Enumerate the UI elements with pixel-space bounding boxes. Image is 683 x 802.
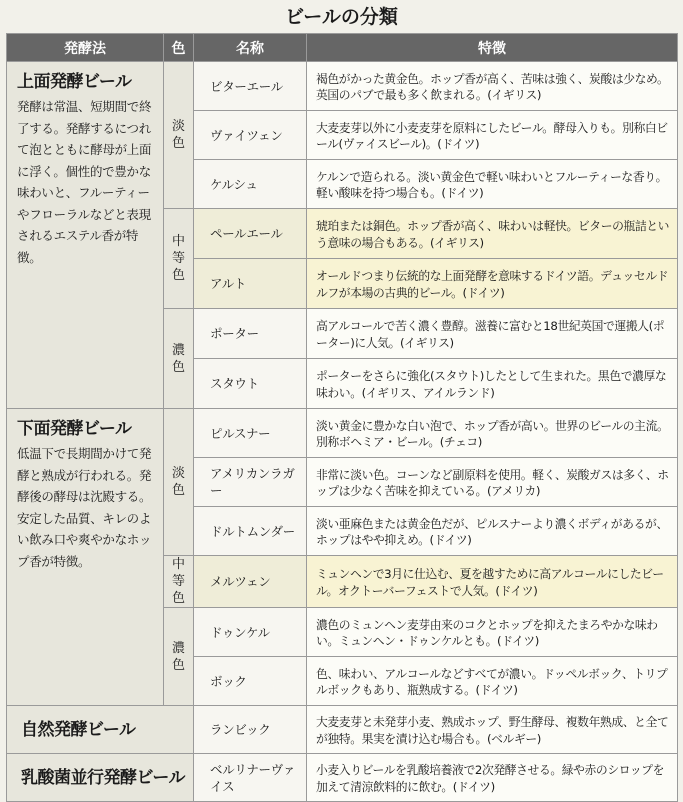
beer-name: ベルリナーヴァイス xyxy=(194,754,307,802)
beer-feature: ポーターをさらに強化(スタウト)したとして生まれた。黒色で濃厚な味わい。(イギリス、アイルランド) xyxy=(307,359,678,409)
top-fermentation-desc: 発酵は常温、短期間で終了する。発酵するにつれて泡とともに酵母が上面に浮く。個性的で豊かな味わいと、フルーティーやフローラルなどと表現されるエステル香が特徴。 xyxy=(17,99,152,265)
color-dark: 濃色 xyxy=(164,309,194,409)
header-color: 色 xyxy=(164,34,194,62)
color-pale: 淡色 xyxy=(164,409,194,556)
color-pale: 淡色 xyxy=(164,62,194,209)
color-dark: 濃色 xyxy=(164,608,194,706)
beer-name: ドルトムンダー xyxy=(194,507,307,556)
natural-fermentation-name: 自然発酵ビール xyxy=(21,719,136,740)
bottom-fermentation-name: 下面発酵ビール xyxy=(17,419,132,439)
beer-feature: 琥珀または銅色。ホップ香が高く、味わいは軽快。ビターの瓶詰という意味の場合もある。(イギリス) xyxy=(307,209,678,259)
beer-feature: 非常に淡い色。コーンなど副原料を使用。軽く、炭酸ガスは多く、ホップは少なく苦味を抑えている。(アメリカ) xyxy=(307,458,678,507)
beer-name: メルツェン xyxy=(194,556,307,608)
header-method: 発酵法 xyxy=(7,34,164,62)
table-row xyxy=(7,409,678,458)
header-feature: 特徴 xyxy=(307,34,678,62)
natural-fermentation-cell xyxy=(7,706,194,754)
beer-feature: オールドつまり伝統的な上面発酵を意味するドイツ語。デュッセルドルフが本場の古典的ビール。(ドイツ) xyxy=(307,259,678,309)
header-name: 名称 xyxy=(194,34,307,62)
beer-name: ケルシュ xyxy=(194,160,307,209)
beer-name: ヴァイツェン xyxy=(194,111,307,160)
beer-feature: ケルンで造られる。淡い黄金色で軽い味わいとフルーティーな香り。軽い酸味を持つ場合も。(ドイツ) xyxy=(307,160,678,209)
bottom-fermentation-cell xyxy=(7,409,164,706)
lactic-fermentation-name: 乳酸菌並行発酵ビール xyxy=(21,767,185,788)
color-medium: 中等色 xyxy=(164,209,194,309)
table-row xyxy=(7,706,678,754)
table-row xyxy=(7,62,678,111)
beer-feature: 色、味わい、アルコールなどすべてが濃い。ドッペルボック、トリプルボックもあり、瓶熟成する。(ドイツ) xyxy=(307,657,678,706)
lactic-fermentation-cell xyxy=(7,754,194,802)
beer-feature: 大麦麦芽以外に小麦麦芽を原料にしたビール。酵母入りも。別称白ビール(ヴァイスビール)。(ドイツ) xyxy=(307,111,678,160)
beer-feature: 淡い亜麻色または黄金色だが、ピルスナーより濃くボディがあるが、ホップはやや抑えめ。(ドイツ) xyxy=(307,507,678,556)
top-fermentation-name: 上面発酵ビール xyxy=(17,72,132,92)
beer-name: ボック xyxy=(194,657,307,706)
beer-classification-table xyxy=(6,33,678,802)
beer-name: ドゥンケル xyxy=(194,608,307,657)
beer-name: アメリカンラガー xyxy=(194,458,307,507)
beer-name: ポーター xyxy=(194,309,307,359)
top-fermentation-cell xyxy=(7,62,164,409)
table-row xyxy=(7,754,678,802)
header-row xyxy=(7,34,678,62)
beer-feature: 高アルコールで苦く濃く豊醇。滋養に富むと18世紀英国で運搬人(ポーター)に人気。(イギリス) xyxy=(307,309,678,359)
beer-feature: 濃色のミュンヘン麦芽由来のコクとホップを抑えたまろやかな味わい。ミュンヘン・ドゥンケルとも。(ドイツ) xyxy=(307,608,678,657)
bottom-fermentation-desc: 低温下で長期間かけて発酵と熟成が行われる。発酵後の酵母は沈殿する。安定した品質、キレのよい飲み口や爽やかなホップ香が特徴。 xyxy=(17,446,152,569)
beer-feature: ミュンヘンで3月に仕込む、夏を越すために高アルコールにしたビール。オクトーバーフェストで人気。(ドイツ) xyxy=(307,556,678,608)
beer-name: ランビック xyxy=(194,706,307,754)
beer-name: ピルスナー xyxy=(194,409,307,458)
beer-feature: 褐色がかった黄金色。ホップ香が高く、苦味は強く、炭酸は少なめ。英国のパブで最も多く飲まれる。(イギリス) xyxy=(307,62,678,111)
beer-name: ペールエール xyxy=(194,209,307,259)
beer-feature: 淡い黄金に豊かな白い泡で、ホップ香が高い。世界のビールの主流。別称ボヘミア・ビール。(チェコ) xyxy=(307,409,678,458)
beer-name: スタウト xyxy=(194,359,307,409)
beer-name: ビターエール xyxy=(194,62,307,111)
color-medium: 中等色 xyxy=(164,556,194,608)
beer-feature: 大麦麦芽と未発芽小麦、熟成ホップ、野生酵母、複数年熟成、と全てが独特。果実を漬け込む場合も。(ベルギー) xyxy=(307,706,678,754)
page-title: ビールの分類 xyxy=(285,6,398,28)
beer-feature: 小麦入りビールを乳酸培養液で2次発酵させる。緑や赤のシロップを加えて清涼飲料的に飲む。(ドイツ) xyxy=(307,754,678,802)
beer-name: アルト xyxy=(194,259,307,309)
